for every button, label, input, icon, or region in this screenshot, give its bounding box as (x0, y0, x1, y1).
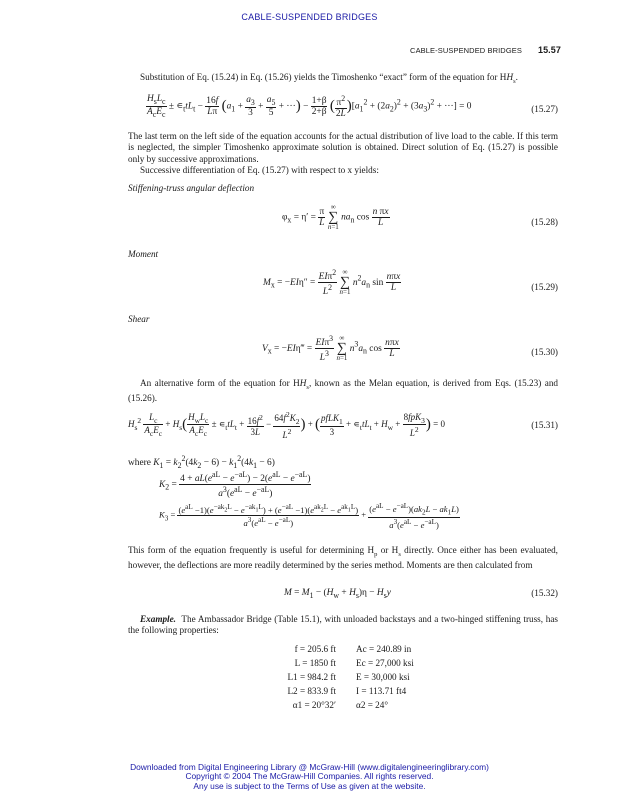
page-number: 15.57 (537, 45, 561, 55)
heading-shear: Shear (128, 314, 150, 324)
property-item: E = 30,000 ksi (356, 672, 410, 682)
equation-15-32: $M = M_1 - (H_w + H_s)\eta - H_sy$ (284, 588, 391, 600)
property-item: L = 1850 ft (294, 658, 336, 668)
eq-number-15-28: (15.28) (531, 217, 558, 227)
equation-15-27: $\frac{H_sL_c}{A_cE_c}$ ± $∊_ttL_t$ − $\frac{16f}{L\pi}$ ($a_1$ + $\frac{a_3}{3}$ + $\frac{a_5}{5}$ + ···) − $\frac{1+\beta}{2+\beta}$ ( $\frac{\pi^2}{2L}$ )[$a_1^2 + (2a_2)^2 + (3a_3)^2$ + ···] = 0 (147, 94, 472, 120)
property-item: I = 113.71 ft4 (356, 686, 407, 696)
site-banner: CABLE-SUSPENDED BRIDGES (241, 12, 378, 22)
property-item: L1 = 984.2 ft (287, 672, 336, 682)
melan-paragraph: An alternative form of the equation for $HH_s$, known as the Melan equation, is derived from Eqs. (15.23) and (15.26). (128, 378, 559, 404)
footer-download-link[interactable]: Downloaded from Digital Engineering Library @ McGraw-Hill (www.digitalengineeringlibrary.com) (130, 762, 489, 772)
intro-paragraph: Substitution of Eq. (15.24) in Eq. (15.26) yields the Timoshenko “exact” form of the equation for $HH_s$. (140, 72, 518, 85)
equation-15-28: $\varphi_x = \eta'$ = $\frac{\pi}{L}$ ∞ ∑ n=1 $na_n$ cos $\frac{\text{n πx}}{L}$ (282, 203, 389, 231)
equation-15-29: $M_x = -EI\eta''$ = $\frac{EI\pi^2}{L^2}$ ∞ ∑ n=1 $n^2a_n$ sin $\frac{\text{nπx}}{L}$ (263, 268, 401, 298)
last-term-paragraph: The last term on the left side of the equation accounts for the actual distribution of live load to the cable. If this term is neglected, the simpler Timoshenko approximate solution is obtained. Direct solution of Eq. (15.27) is possible only by successive approximations. (128, 131, 558, 164)
heading-angular-deflection: Stiffening-truss angular deflection (128, 183, 255, 193)
example-paragraph: Example. The Ambassador Bridge (Table 15.1), with unloaded backstays and a two-hinged stiffening truss, has the following properties: (128, 614, 559, 636)
property-item: α2 = 24° (356, 700, 389, 710)
successive-paragraph: Successive differentiation of Eq. (15.27) with respect to x yields: (140, 165, 379, 175)
equation-15-31: $H_s^2$ $\frac{L_c}{A_cE_c}$ + $H_s$( $\frac{H_wL_c}{A_cE_c}$ ± $∊_ttL_t$ + $\frac{16f^2}{3L}$ − $\frac{64f^2K_2}{L^2}$ ) + ( $\frac{pfLK_1}{3}$ + $∊_ttL_t + H_w$ + $\frac{8fpK_3}{L^2}$ ) = 0 (128, 410, 445, 440)
form-paragraph: This form of the equation frequently is useful for determining $H_p$ or $H_s$ directly. Once either has been evaluated, however, the deflections are more readily determined by the series method. Moments are then calculated from (128, 545, 558, 571)
k1-definition: where $K_1 = k_2^2(4k_2 - 6) - k_1^2(4k_1 - 6)$ (128, 454, 275, 470)
eq-number-15-27: (15.27) (531, 104, 558, 114)
running-head-title: CABLE-SUSPENDED BRIDGES (410, 46, 522, 55)
eq-number-15-29: (15.29) (531, 282, 558, 292)
footer (0, 763, 619, 791)
property-item: α1 = 20°32′ (292, 700, 336, 710)
k3-definition: $K_3$ = $\frac{(e^{aL} -1)(e^{-ak_2L} - e^{-ak_1L}) + (e^{-aL} -1)(e^{ak_2L} - e^{ak_1L})}{a^3(e^{aL} - e^{-aL})}$ + $\frac{(e^{aL} - e^{-aL})(ak_2L - ak_1L)}{a^3(e^{aL} - e^{-aL})}$ (159, 502, 459, 530)
running-head (410, 45, 561, 55)
properties-left-column (262, 642, 336, 712)
property-item: f = 205.6 ft (294, 644, 336, 654)
eq-number-15-30: (15.30) (531, 347, 558, 357)
property-item: Ac = 240.89 in (356, 644, 412, 654)
eq-number-15-32: (15.32) (531, 588, 558, 598)
property-item: L2 = 833.9 ft (287, 686, 336, 696)
heading-moment: Moment (128, 249, 159, 259)
property-item: Ec = 27,000 ksi (356, 658, 414, 668)
eq-number-15-31: (15.31) (531, 420, 558, 430)
properties-right-column (356, 642, 414, 712)
k2-definition: $K_2$ = $\frac{4 + aL(e^{aL} - e^{-aL}) - 2(e^{aL} - e^{-aL})}{a^3(e^{aL} - e^{-aL})}$ (159, 470, 311, 500)
equation-15-30: $V_x$ = −EIη‴ = $\frac{EI\pi^3}{L^3}$ ∞ ∑ n=1 $n^3a_n$ cos $\frac{\text{nπx}}{L}$ (262, 334, 399, 364)
footer-terms-link[interactable]: Any use is subject to the Terms of Use as given at the website. (193, 780, 426, 791)
footer-copyright: Copyright © 2004 The McGraw-Hill Companies. All rights reserved. (185, 771, 434, 782)
